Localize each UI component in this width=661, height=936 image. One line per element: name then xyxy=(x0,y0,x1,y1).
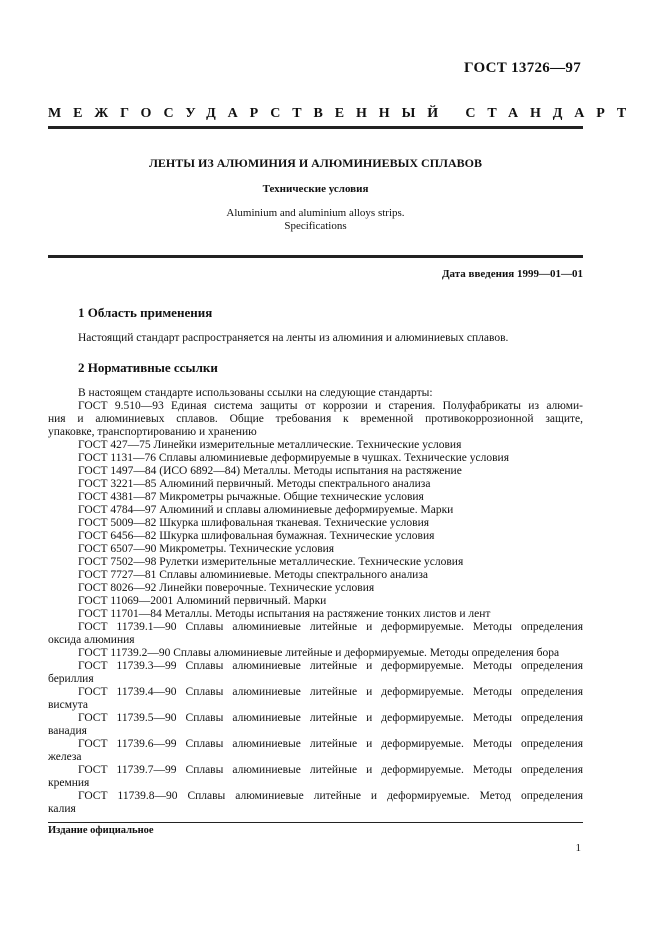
reference-item xyxy=(48,712,583,738)
reference-line: ГОСТ 1497—84 (ИСО 6892—84) Металлы. Методы испытания на растяжение xyxy=(78,465,462,477)
reference-line: ГОСТ 8026—92 Линейки поверочные. Технические условия xyxy=(78,582,375,594)
gost-number: ГОСТ 13726—97 xyxy=(463,60,581,76)
reference-line: ГОСТ 11739.8—90 Сплавы алюминиевые литейные и деформируемые. Метод определения xyxy=(78,790,583,802)
introduction-date: Дата введения 1999—01—01 xyxy=(441,268,583,280)
section-2-heading: 2 Нормативные ссылки xyxy=(78,360,218,375)
reference-line: бериллия xyxy=(48,673,94,685)
reference-line: ГОСТ 11739.1—90 Сплавы алюминиевые литейные и деформируемые. Методы определения xyxy=(78,621,583,633)
reference-item xyxy=(48,595,583,608)
reference-item xyxy=(48,569,583,582)
reference-item xyxy=(48,608,583,621)
reference-item xyxy=(48,517,583,530)
document-title: ЛЕНТЫ ИЗ АЛЮМИНИЯ И АЛЮМИНИЕВЫХ СПЛАВОВ xyxy=(148,156,483,170)
section-1-heading: 1 Область применения xyxy=(78,305,213,320)
section-1-text: Настоящий стандарт распространяется на ленты из алюминия и алюминиевых сплавов. xyxy=(78,332,509,344)
reference-item xyxy=(48,686,583,712)
reference-item xyxy=(48,530,583,543)
reference-line: ГОСТ 3221—85 Алюминий первичный. Методы спектрального анализа xyxy=(78,478,431,490)
reference-line: калия xyxy=(48,803,76,815)
english-title-line-1: Aluminium and aluminium alloys strips. xyxy=(226,207,405,219)
reference-line: ГОСТ 1131—76 Сплавы алюминиевые деформируемые в чушках. Технические условия xyxy=(78,452,510,464)
reference-line: ГОСТ 11739.3—99 Сплавы алюминиевые литейные и деформируемые. Методы определения xyxy=(78,660,583,672)
reference-line: висмута xyxy=(48,699,88,711)
reference-item xyxy=(48,621,583,647)
reference-line: ГОСТ 9.510—93 Единая система защиты от коррозии и старения. Полуфабрикаты из алюми- xyxy=(78,400,583,412)
reference-item xyxy=(48,439,583,452)
references-list xyxy=(48,400,583,816)
reference-item xyxy=(48,738,583,764)
reference-line: оксида алюминия xyxy=(48,634,135,646)
reference-item xyxy=(48,452,583,465)
reference-line: ГОСТ 11739.4—90 Сплавы алюминиевые литейные и деформируемые. Методы определения xyxy=(78,686,583,698)
interstate-standard-label: МЕЖГОСУДАРСТВЕННЫЙ СТАНДАРТ xyxy=(48,106,639,121)
reference-line: ванадия xyxy=(48,725,87,737)
reference-line: ГОСТ 11739.5—90 Сплавы алюминиевые литейные и деформируемые. Методы определения xyxy=(78,712,583,724)
reference-item xyxy=(48,400,583,439)
english-title xyxy=(48,207,583,233)
normative-references xyxy=(48,387,583,816)
reference-line: ГОСТ 11739.7—99 Сплавы алюминиевые литейные и деформируемые. Методы определения xyxy=(78,764,583,776)
english-title-line-2: Specifications xyxy=(284,220,347,232)
footer-divider xyxy=(48,822,583,823)
reference-item xyxy=(48,504,583,517)
reference-line: ГОСТ 7727—81 Сплавы алюминиевые. Методы спектрального анализа xyxy=(78,569,428,581)
reference-line: ГОСТ 6456—82 Шкурка шлифовальная бумажная. Технические условия xyxy=(78,530,435,542)
reference-line: ГОСТ 427—75 Линейки измерительные металлические. Технические условия xyxy=(78,439,462,451)
reference-line: ГОСТ 4381—87 Микрометры рычажные. Общие технические условия xyxy=(78,491,424,503)
reference-line: ГОСТ 11069—2001 Алюминий первичный. Марки xyxy=(78,595,327,607)
reference-item xyxy=(48,660,583,686)
reference-item xyxy=(48,491,583,504)
top-divider xyxy=(48,126,583,129)
reference-line: ГОСТ 7502—98 Рулетки измерительные металлические. Технические условия xyxy=(78,556,464,568)
reference-line: ГОСТ 11701—84 Металлы. Методы испытания на растяжение тонких листов и лент xyxy=(78,608,491,620)
reference-line: ния и алюминиевых сплавов. Общие требования к временной противокоррозионной защите, xyxy=(48,413,583,425)
document-subtitle: Технические условия xyxy=(262,183,369,195)
reference-line: ГОСТ 5009—82 Шкурка шлифовальная тканевая. Технические условия xyxy=(78,517,430,529)
reference-item xyxy=(48,556,583,569)
reference-line: упаковке, транспортированию и хранению xyxy=(48,426,257,438)
page-number: 1 xyxy=(575,842,581,854)
reference-item xyxy=(48,478,583,491)
reference-item xyxy=(48,647,583,660)
references-intro: В настоящем стандарте использованы ссылки на следующие стандарты: xyxy=(78,387,433,399)
reference-line: кремния xyxy=(48,777,90,789)
reference-line: ГОСТ 11739.2—90 Сплавы алюминиевые литейные и деформируемые. Методы определения бора xyxy=(78,647,560,659)
reference-line: железа xyxy=(48,751,82,763)
reference-line: ГОСТ 6507—90 Микрометры. Технические условия xyxy=(78,543,335,555)
reference-item xyxy=(48,582,583,595)
reference-item xyxy=(48,465,583,478)
title-divider xyxy=(48,255,583,258)
edition-label: Издание официальное xyxy=(48,825,154,836)
reference-item xyxy=(48,543,583,556)
reference-line: ГОСТ 4784—97 Алюминий и сплавы алюминиевые деформируемые. Марки xyxy=(78,504,454,516)
reference-item xyxy=(48,790,583,816)
reference-line: ГОСТ 11739.6—99 Сплавы алюминиевые литейные и деформируемые. Методы определения xyxy=(78,738,583,750)
reference-item xyxy=(48,764,583,790)
